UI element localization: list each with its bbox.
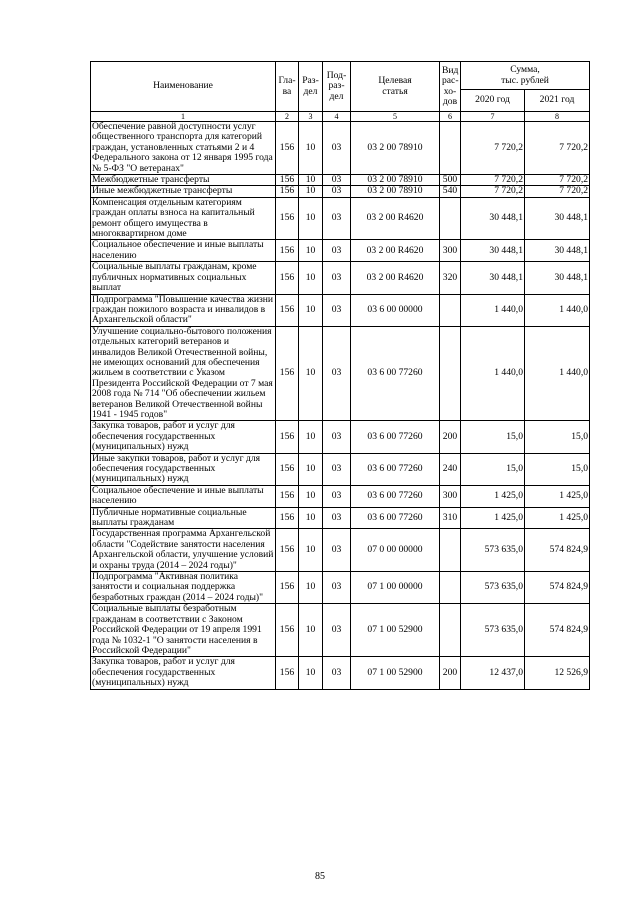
row-name: Подпрограмма "Повышение качества жизни граждан пожилого возраста и инвалидов в Архангельской области" [91, 294, 276, 326]
row-razdel: 10 [299, 604, 323, 657]
row-sum-2020: 1 425,0 [461, 507, 525, 529]
row-podrazdel: 03 [323, 240, 351, 262]
row-target: 03 2 00 R4620 [351, 197, 440, 240]
row-glava: 156 [276, 507, 299, 529]
row-name: Социальные выплаты гражданам, кроме публичных нормативных социальных выплат [91, 262, 276, 294]
row-target: 03 2 00 78910 [351, 186, 440, 197]
row-glava: 156 [276, 421, 299, 453]
row-sum-2020: 1 440,0 [461, 326, 525, 421]
row-podrazdel: 03 [323, 175, 351, 186]
row-glava: 156 [276, 326, 299, 421]
row-name: Социальное обеспечение и иные выплаты населению [91, 240, 276, 262]
table-row [91, 507, 590, 529]
row-sum-2020: 30 448,1 [461, 240, 525, 262]
row-glava: 156 [276, 657, 299, 689]
row-name: Компенсация отдельным категориям граждан оплаты взноса на капитальный ремонт общего имущества в многоквартирном доме [91, 197, 276, 240]
column-number: 8 [525, 112, 590, 122]
table-row [91, 604, 590, 657]
row-sum-2021: 30 448,1 [525, 240, 590, 262]
row-name: Обеспечение равной доступности услуг общественного транспорта для категорий граждан, установленных статьями 2 и 4 Федерального закона от 12 января 1995 года № 5-ФЗ "О ветеранах" [91, 122, 276, 175]
row-target: 03 2 00 78910 [351, 175, 440, 186]
row-vid [440, 572, 461, 604]
row-sum-2021: 574 824,9 [525, 604, 590, 657]
row-podrazdel: 03 [323, 485, 351, 507]
row-sum-2021: 7 720,2 [525, 175, 590, 186]
row-vid [440, 197, 461, 240]
header-podrazdel: Под- раз- дел [323, 62, 351, 112]
row-glava: 156 [276, 197, 299, 240]
row-target: 07 1 00 52900 [351, 657, 440, 689]
row-target: 03 6 00 77260 [351, 485, 440, 507]
row-name: Публичные нормативные социальные выплаты гражданам [91, 507, 276, 529]
row-target: 03 6 00 77260 [351, 453, 440, 485]
row-target: 07 0 00 00000 [351, 529, 440, 572]
row-name: Государственная программа Архангельской области "Содействие занятости населения Архангельской области, улучшение условий и охраны труда (2014 – 2024 годы)" [91, 529, 276, 572]
row-sum-2021: 1 425,0 [525, 507, 590, 529]
row-vid [440, 294, 461, 326]
row-name: Закупка товаров, работ и услуг для обеспечения государственных (муниципальных) нужд [91, 657, 276, 689]
row-podrazdel: 03 [323, 262, 351, 294]
row-podrazdel: 03 [323, 604, 351, 657]
row-target: 03 6 00 77260 [351, 421, 440, 453]
row-glava: 156 [276, 485, 299, 507]
row-glava: 156 [276, 453, 299, 485]
column-number: 4 [323, 112, 351, 122]
table-row [91, 186, 590, 197]
column-number: 1 [91, 112, 276, 122]
row-podrazdel: 03 [323, 572, 351, 604]
table-row [91, 122, 590, 175]
row-vid: 500 [440, 175, 461, 186]
row-podrazdel: 03 [323, 294, 351, 326]
row-vid: 310 [440, 507, 461, 529]
row-razdel: 10 [299, 175, 323, 186]
row-glava: 156 [276, 572, 299, 604]
header-2021: 2021 год [525, 90, 590, 112]
page-number: 85 [315, 871, 325, 882]
row-sum-2020: 30 448,1 [461, 262, 525, 294]
row-glava: 156 [276, 262, 299, 294]
row-podrazdel: 03 [323, 326, 351, 421]
row-name: Подпрограмма "Активная политика занятости и социальная поддержка безработных граждан (2014 – 2024 годы)" [91, 572, 276, 604]
row-sum-2020: 7 720,2 [461, 186, 525, 197]
row-name: Улучшение социально-бытового положения отдельных категорий ветеранов и инвалидов Великой Отечественной войны, не имеющих оснований для обеспечения жильем в соответствии с Указом Президента Российской Федерации от 7 мая 2008 года № 714 "Об обеспечении жильем ветеранов Великой Отечественной войны 1941 - 1945 годов" [91, 326, 276, 421]
row-sum-2020: 15,0 [461, 421, 525, 453]
table-row [91, 421, 590, 453]
header-glava: Гла- ва [276, 62, 299, 112]
row-podrazdel: 03 [323, 529, 351, 572]
row-target: 07 1 00 52900 [351, 604, 440, 657]
row-name: Иные закупки товаров, работ и услуг для обеспечения государственных (муниципальных) нужд [91, 453, 276, 485]
row-sum-2021: 1 440,0 [525, 294, 590, 326]
header-sum: Сумма, тыс. рублей [461, 62, 590, 90]
row-sum-2021: 1 440,0 [525, 326, 590, 421]
table-row [91, 453, 590, 485]
budget-table [90, 61, 590, 690]
row-target: 03 6 00 00000 [351, 294, 440, 326]
header-razdel: Раз- дел [299, 62, 323, 112]
table-row [91, 240, 590, 262]
row-razdel: 10 [299, 421, 323, 453]
row-target: 07 1 00 00000 [351, 572, 440, 604]
row-target: 03 6 00 77260 [351, 507, 440, 529]
row-razdel: 10 [299, 197, 323, 240]
budget-table-sheet [90, 61, 589, 690]
row-target: 03 2 00 R4620 [351, 240, 440, 262]
row-razdel: 10 [299, 326, 323, 421]
row-vid: 240 [440, 453, 461, 485]
row-vid: 300 [440, 240, 461, 262]
row-target: 03 2 00 78910 [351, 122, 440, 175]
row-glava: 156 [276, 604, 299, 657]
header-target: Целевая статья [351, 62, 440, 112]
row-sum-2020: 1 425,0 [461, 485, 525, 507]
row-vid: 300 [440, 485, 461, 507]
row-vid [440, 122, 461, 175]
row-razdel: 10 [299, 529, 323, 572]
row-razdel: 10 [299, 122, 323, 175]
column-number: 6 [440, 112, 461, 122]
table-row [91, 294, 590, 326]
row-sum-2020: 15,0 [461, 453, 525, 485]
row-sum-2020: 573 635,0 [461, 572, 525, 604]
row-sum-2020: 1 440,0 [461, 294, 525, 326]
row-sum-2021: 574 824,9 [525, 529, 590, 572]
row-podrazdel: 03 [323, 453, 351, 485]
row-vid: 200 [440, 657, 461, 689]
row-razdel: 10 [299, 572, 323, 604]
row-name: Закупка товаров, работ и услуг для обеспечения государственных (муниципальных) нужд [91, 421, 276, 453]
table-row [91, 485, 590, 507]
row-sum-2020: 573 635,0 [461, 529, 525, 572]
table-row [91, 175, 590, 186]
row-razdel: 10 [299, 485, 323, 507]
header-vid: Вид рас- хо- дов [440, 62, 461, 112]
row-razdel: 10 [299, 294, 323, 326]
row-sum-2020: 7 720,2 [461, 175, 525, 186]
row-vid [440, 529, 461, 572]
row-podrazdel: 03 [323, 657, 351, 689]
column-number: 7 [461, 112, 525, 122]
column-number: 5 [351, 112, 440, 122]
row-sum-2021: 15,0 [525, 421, 590, 453]
row-razdel: 10 [299, 657, 323, 689]
row-podrazdel: 03 [323, 507, 351, 529]
row-glava: 156 [276, 240, 299, 262]
table-row [91, 262, 590, 294]
row-sum-2021: 15,0 [525, 453, 590, 485]
row-name: Социальное обеспечение и иные выплаты населению [91, 485, 276, 507]
row-sum-2020: 7 720,2 [461, 122, 525, 175]
row-vid: 540 [440, 186, 461, 197]
table-row [91, 197, 590, 240]
row-name: Социальные выплаты безработным гражданам в соответствии с Законом Российской Федерации от 19 апреля 1991 года № 1032-1 "О занятости населения в Российской Федерации" [91, 604, 276, 657]
row-sum-2021: 12 526,9 [525, 657, 590, 689]
row-glava: 156 [276, 122, 299, 175]
table-row [91, 326, 590, 421]
table-row [91, 529, 590, 572]
row-glava: 156 [276, 529, 299, 572]
row-vid [440, 604, 461, 657]
row-sum-2021: 30 448,1 [525, 197, 590, 240]
row-sum-2021: 574 824,9 [525, 572, 590, 604]
table-row [91, 657, 590, 689]
row-podrazdel: 03 [323, 186, 351, 197]
row-razdel: 10 [299, 262, 323, 294]
row-sum-2021: 1 425,0 [525, 485, 590, 507]
row-sum-2020: 30 448,1 [461, 197, 525, 240]
row-podrazdel: 03 [323, 122, 351, 175]
row-vid: 320 [440, 262, 461, 294]
row-vid [440, 326, 461, 421]
row-name: Межбюджетные трансферты [91, 175, 276, 186]
row-sum-2020: 12 437,0 [461, 657, 525, 689]
table-row [91, 572, 590, 604]
column-number: 2 [276, 112, 299, 122]
row-glava: 156 [276, 186, 299, 197]
row-razdel: 10 [299, 186, 323, 197]
row-podrazdel: 03 [323, 197, 351, 240]
row-target: 03 2 00 R4620 [351, 262, 440, 294]
row-target: 03 6 00 77260 [351, 326, 440, 421]
header-2020: 2020 год [461, 90, 525, 112]
row-razdel: 10 [299, 240, 323, 262]
row-sum-2020: 573 635,0 [461, 604, 525, 657]
row-razdel: 10 [299, 507, 323, 529]
row-sum-2021: 30 448,1 [525, 262, 590, 294]
column-number: 3 [299, 112, 323, 122]
row-razdel: 10 [299, 453, 323, 485]
row-name: Иные межбюджетные трансферты [91, 186, 276, 197]
header-name: Наименование [91, 62, 276, 112]
row-glava: 156 [276, 294, 299, 326]
row-vid: 200 [440, 421, 461, 453]
row-sum-2021: 7 720,2 [525, 186, 590, 197]
row-sum-2021: 7 720,2 [525, 122, 590, 175]
row-podrazdel: 03 [323, 421, 351, 453]
row-glava: 156 [276, 175, 299, 186]
